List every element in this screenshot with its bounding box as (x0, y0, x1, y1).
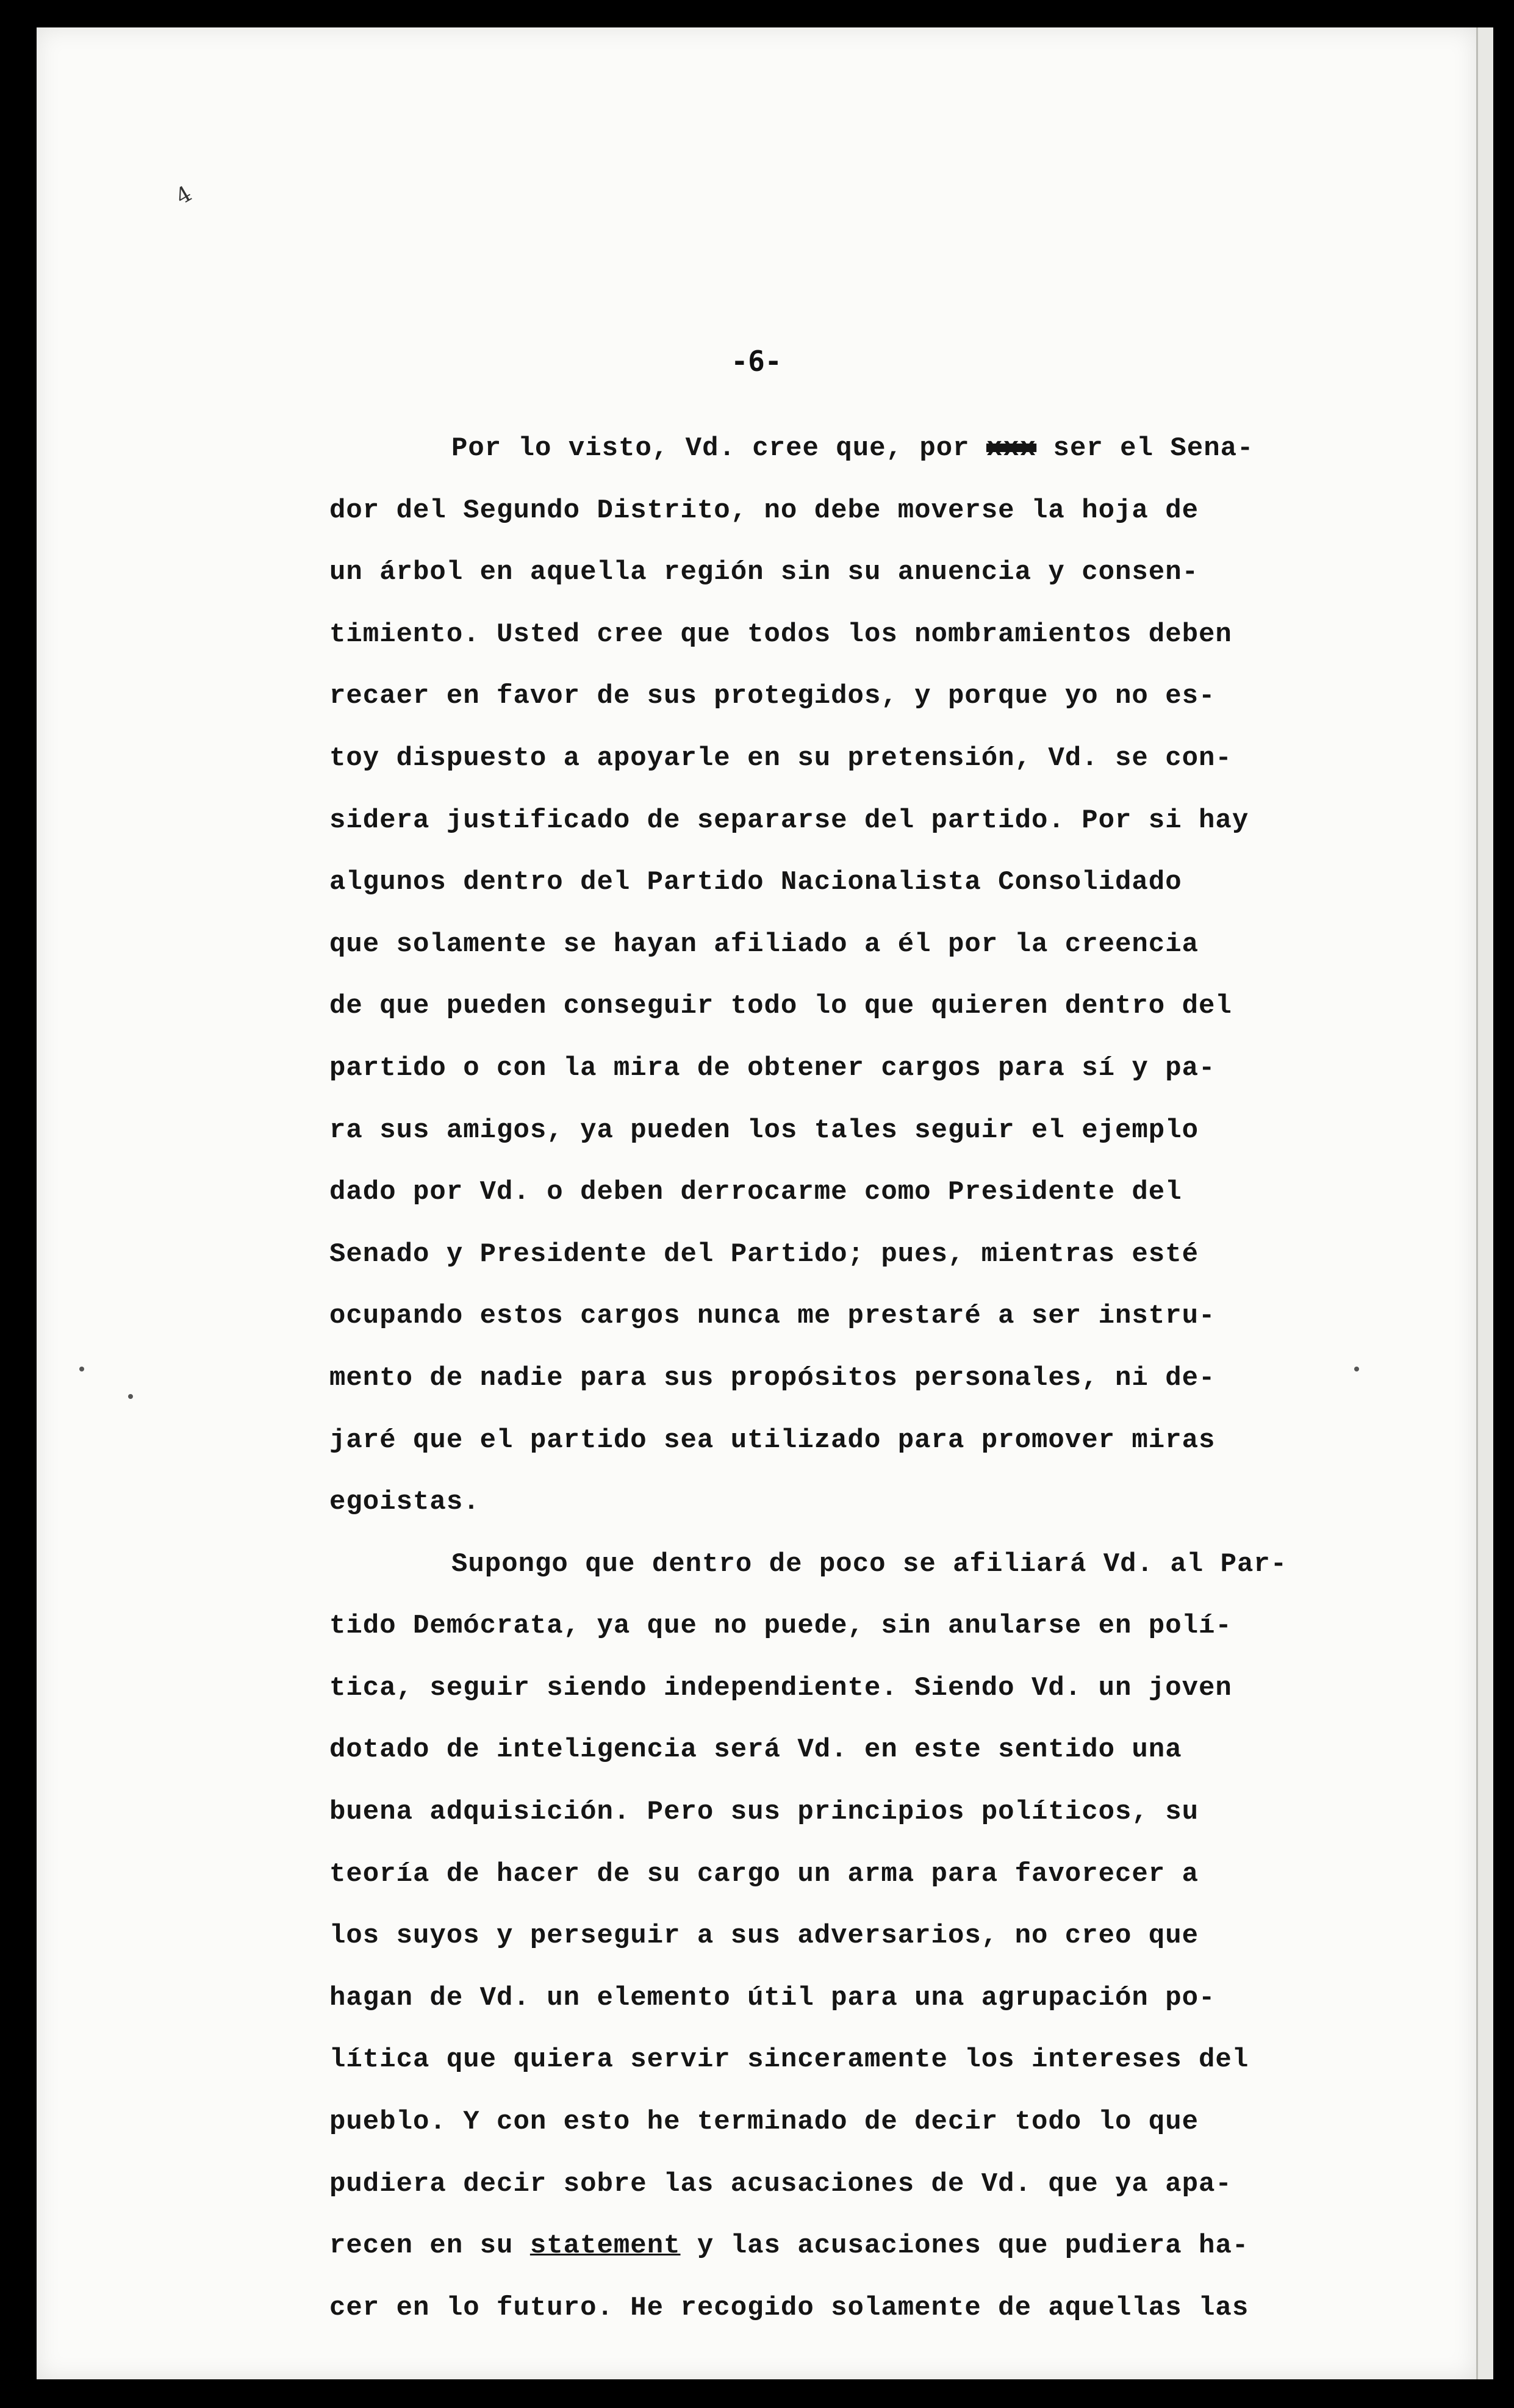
document-page (37, 27, 1476, 2379)
text-line (329, 480, 1409, 542)
text-segment: algunos dentro del Partido Nacionalista Consolidado (329, 867, 1182, 898)
text-line (329, 1472, 1409, 1534)
text-line (329, 852, 1409, 914)
text-segment: ser el Sena- (1036, 433, 1254, 464)
text-line (329, 1844, 1409, 1906)
text-segment: lítica que quiera servir sinceramente los intereses del (329, 2044, 1249, 2076)
text-segment: sidera justificado de separarse del partido. Por si hay (329, 805, 1249, 836)
text-line (329, 914, 1409, 976)
text-segment: ocupando estos cargos nunca me prestaré a ser instru- (329, 1301, 1216, 1332)
text-segment: pudiera decir sobre las acusaciones de Vd. que ya apa- (329, 2168, 1232, 2199)
text-segment: Supongo que dentro de poco se afiliará Vd. al Par- (451, 1548, 1288, 1580)
text-segment: tido Demócrata, ya que no puede, sin anularse en polí- (329, 1611, 1232, 1642)
text-line (329, 1410, 1409, 1472)
text-segment: jaré que el partido sea utilizado para promover miras (329, 1425, 1216, 1456)
text-segment: los suyos y perseguir a sus adversarios, no creo que (329, 1921, 1199, 1952)
text-line (329, 1038, 1409, 1100)
text-line (329, 976, 1409, 1038)
text-line (329, 1595, 1409, 1658)
underlined-word: statement (529, 2230, 681, 2262)
text-segment: timiento. Usted cree que todos los nombramientos deben (329, 619, 1232, 650)
text-line (329, 728, 1409, 790)
text-line (329, 1719, 1409, 1781)
text-line (329, 1348, 1409, 1410)
text-line (329, 2277, 1409, 2340)
text-line (329, 1968, 1409, 2030)
text-segment: tica, seguir siendo independiente. Siendo Vd. un joven (329, 1672, 1232, 1703)
text-line (329, 2154, 1409, 2216)
typed-letter-body (329, 418, 1409, 2339)
text-segment: egoistas. (329, 1487, 480, 1518)
text-line (329, 604, 1409, 666)
text-line (329, 666, 1409, 728)
text-segment: hagan de Vd. un elemento útil para una agrupación po- (329, 1982, 1216, 2013)
text-segment: que solamente se hayan afiliado a él por la creencia (329, 929, 1199, 960)
text-line (329, 2029, 1409, 2091)
margin-mark: 4 (171, 181, 196, 210)
text-segment: recaer en favor de sus protegidos, y porque yo no es- (329, 681, 1216, 712)
text-segment: y las acusaciones que pudiera ha- (680, 2230, 1249, 2262)
text-segment: recen en su (329, 2230, 530, 2262)
text-segment: un árbol en aquella región sin su anuencia y consen- (329, 557, 1199, 588)
text-line (329, 542, 1409, 604)
text-segment: pueblo. Y con esto he terminado de decir todo lo que (329, 2107, 1199, 2138)
text-segment: partido o con la mira de obtener cargos para sí y pa- (329, 1052, 1216, 1084)
text-segment: dor del Segundo Distrito, no debe moverse la hoja de (329, 495, 1199, 526)
text-line (329, 1658, 1409, 1720)
text-segment: ra sus amigos, ya pueden los tales seguir el ejemplo (329, 1115, 1199, 1146)
text-line (329, 418, 1409, 480)
text-line (329, 1781, 1409, 1844)
text-segment: dado por Vd. o deben derrocarme como Presidente del (329, 1177, 1182, 1208)
text-segment: mento de nadie para sus propósitos personales, ni de- (329, 1362, 1216, 1393)
text-line (329, 2215, 1409, 2277)
text-segment: buena adquisición. Pero sus principios políticos, su (329, 1797, 1199, 1828)
text-line (329, 1224, 1409, 1286)
text-line (329, 790, 1409, 852)
text-segment: Por lo visto, Vd. cree que, por (451, 433, 986, 464)
text-segment: Senado y Presidente del Partido; pues, mientras esté (329, 1238, 1199, 1270)
struck-text: xxx (986, 433, 1037, 464)
text-line (329, 1285, 1409, 1348)
text-segment: teoría de hacer de su cargo un arma para favorecer a (329, 1858, 1199, 1889)
page-number: -6- (731, 345, 782, 378)
paper-speck (128, 1394, 133, 1399)
text-line (329, 1905, 1409, 1968)
paper-edge (1476, 27, 1493, 2379)
paper-speck (79, 1367, 84, 1371)
text-line (329, 1100, 1409, 1162)
text-segment: dotado de inteligencia será Vd. en este sentido una (329, 1734, 1182, 1766)
text-line (329, 1162, 1409, 1224)
text-line (329, 1534, 1409, 1596)
text-line (329, 2091, 1409, 2154)
text-segment: toy dispuesto a apoyarle en su pretensión, Vd. se con- (329, 742, 1232, 774)
text-segment: cer en lo futuro. He recogido solamente de aquellas las (329, 2292, 1249, 2323)
text-segment: de que pueden conseguir todo lo que quieren dentro del (329, 991, 1232, 1022)
